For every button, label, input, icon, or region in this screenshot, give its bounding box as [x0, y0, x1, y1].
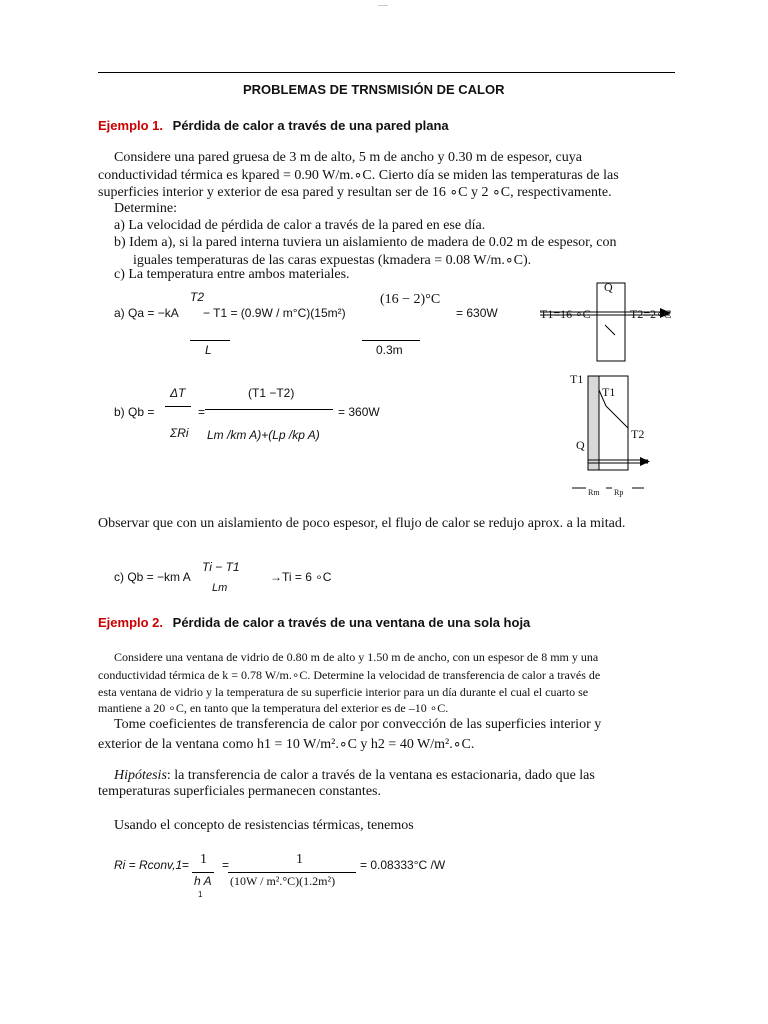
ex2-para-line1: Considere una ventana de vidrio de 0.80 m de alto y 1.50 m de ancho, con un espesor de 8 mm y una: [114, 650, 599, 664]
eq-c-result: →Ti = 6 ∘C: [270, 570, 332, 584]
eq-b-result: = 360W: [338, 405, 380, 419]
eq2-equals-1: =: [182, 858, 190, 872]
fig1-q-label: Q: [604, 280, 613, 294]
ex1-item-b-line2: iguales temperaturas de las caras expuestas (kmadera = 0.08 W/m.∘C).: [133, 253, 532, 268]
fig2-t1-outer: T1: [570, 372, 584, 386]
ex1-determine: Determine:: [114, 201, 177, 216]
eq-c-numerator: Ti − T1: [202, 560, 240, 574]
ex2-para-line6: exterior de la ventana como h1 = 10 W/m².∘C y h2 = 40 W/m².∘C.: [98, 737, 475, 752]
fig1-t1-label: T1=16 ∘C: [540, 307, 591, 321]
ex1-item-a: a) La velocidad de pérdida de calor a través de la pared en ese día.: [114, 218, 486, 233]
eq2-num-1: 1: [200, 852, 207, 867]
fig2-t2-label: T2: [631, 427, 645, 441]
eq-a-denominator-2: 0.3m: [376, 343, 403, 357]
ex2-method-text: Usando el concepto de resistencias térmicas, tenemos: [114, 818, 414, 833]
fig2-t1-inner: T1: [602, 385, 616, 399]
example-2-label: Ejemplo 2.: [98, 615, 164, 630]
eq-b-denominator: Lm /km A)+(Lp /kp A): [207, 428, 320, 442]
eq-b-fraction-bar-1: [165, 406, 191, 407]
eq-a-denominator-1: L: [205, 343, 212, 357]
ex1-item-b-line1: b) Idem a), si la pared interna tuviera un aislamiento de madera de 0.02 m de espesor, con: [114, 235, 617, 250]
fig2-rm-label: Rm: [588, 488, 600, 497]
eq-b-sum-r: ΣRi: [170, 426, 189, 440]
eq2-den-2: (10W / m².°C)(1.2m²): [230, 874, 336, 888]
eq2-result: = 0.08333°C /W: [360, 858, 446, 872]
eq-a-fraction-bar-1: [190, 340, 230, 341]
eq2-lhs: Ri = Rconv,1: [114, 858, 183, 872]
top-mark: —: [378, 0, 388, 11]
page-title: PROBLEMAS DE TRNSMISIÓN DE CALOR: [243, 82, 505, 97]
eq2-fraction-bar-1: [192, 872, 214, 873]
example-2-heading: [98, 615, 530, 630]
ex2-hypothesis-line2: temperaturas superficiales permanecen constantes.: [98, 784, 381, 799]
eq2-den-1: h A: [194, 874, 212, 888]
eq-b-numerator: (T1 −T2): [248, 386, 295, 400]
ex1-para-line2: conductividad térmica es kpared = 0.90 W/m.∘C. Cierto día se miden las temperaturas de las: [98, 168, 619, 183]
eq-b-prefix: b) Qb =: [114, 405, 155, 419]
ex2-para-line2: conductividad térmica de k = 0.78 W/m.∘C. Determine la velocidad de transferencia de calor a través de: [98, 668, 601, 682]
ex1-observation: Observar que con un aislamiento de poco espesor, el flujo de calor se redujo aprox. a la mitad.: [98, 516, 626, 531]
eq-b-delta-t: ΔT: [170, 386, 186, 400]
hypothesis-text: : la transferencia de calor a través de la ventana es estacionaria, dado que las: [166, 768, 595, 783]
eq2-fraction-bar-2: [228, 872, 356, 873]
ex1-item-c: c) La temperatura entre ambos materiales.: [114, 267, 350, 282]
eq-c-denominator: Lm: [212, 582, 228, 594]
eq-b-fraction-bar-2: [205, 409, 333, 410]
eq2-den-1-sub: 1: [198, 890, 203, 899]
eq2-num-2: 1: [296, 852, 303, 867]
ex1-para-line1: Considere una pared gruesa de 3 m de alto, 5 m de ancho y 0.30 m de espesor, cuya: [114, 150, 582, 165]
ex2-para-line4: mantiene a 20 ∘C, en tanto que la temperatura del exterior es de –10 ∘C.: [98, 701, 449, 715]
eq-a-mid: − T1 = (0.9W / m°C)(15m²): [203, 306, 346, 320]
fig1-t2-label: T2=2∘C: [630, 307, 672, 321]
header-rule: [98, 72, 675, 73]
ex2-hypothesis-line1: [114, 768, 595, 784]
eq-a-t2: T2: [190, 290, 205, 304]
eq-a-result: = 630W: [456, 306, 498, 320]
eq-a-prefix: a) Qa = −kA: [114, 306, 179, 320]
eq-b-equals: =: [198, 405, 206, 419]
eq-a-fraction-bar-2: [362, 340, 420, 341]
ex2-para-line3: esta ventana de vidrio y la temperatura de su superficie interior para un día durante el cual el cuarto se: [98, 685, 589, 699]
example-1-heading: [98, 118, 449, 133]
example-2-title: Pérdida de calor a través de una ventana de una sola hoja: [172, 615, 531, 630]
fig2-rp-label: Rp: [614, 488, 624, 497]
fig2-q-label: Q: [576, 438, 585, 452]
eq2-equals-2: =: [222, 858, 230, 872]
hypothesis-label: Hipótesis: [114, 768, 167, 783]
eq-c-prefix: c) Qb = −km A: [114, 570, 191, 584]
ex1-para-line3: superficies interior y exterior de esa pared y resultan ser de 16 ∘C y 2 ∘C, respectivamente.: [98, 185, 612, 200]
eq-a-numerator: (16 − 2)°C: [380, 292, 441, 307]
example-1-label: Ejemplo 1.: [98, 118, 164, 133]
ex2-para-line5: Tome coeficientes de transferencia de calor por convección de las superficies interior y: [114, 717, 602, 732]
example-1-title: Pérdida de calor a través de una pared plana: [172, 118, 449, 133]
